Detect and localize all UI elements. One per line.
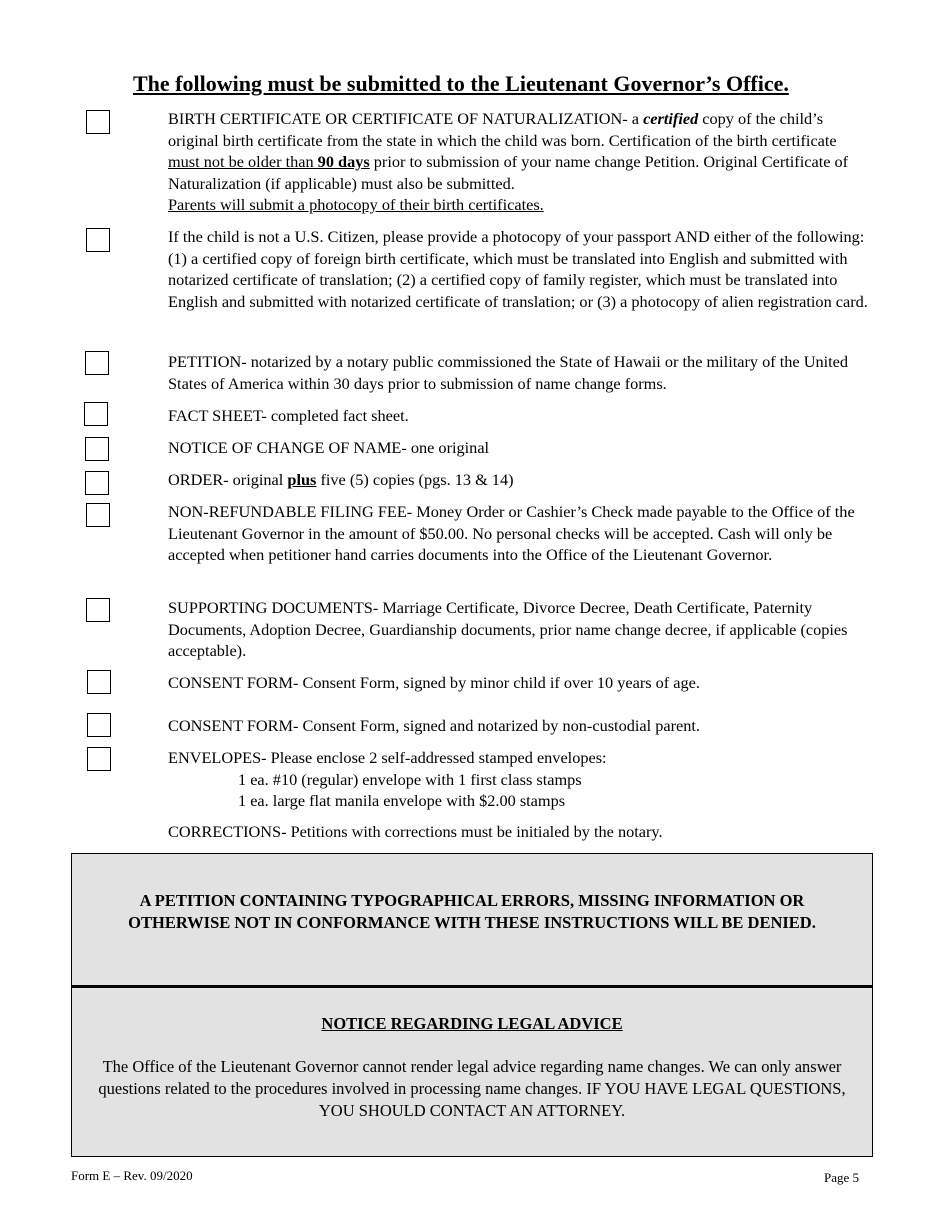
certified-emphasis: certified xyxy=(643,109,699,128)
item-filing-fee: NON-REFUNDABLE FILING FEE- Money Order or Cashier’s Check made payable to the Office of the Lieutenant Governor in the amount of $50.00. No personal checks will be accepted. Cash will only be accepted when petitioner hand carries documents into the Office of the Lieutenant Governor. xyxy=(168,502,855,564)
checkbox-supporting-documents[interactable] xyxy=(86,598,110,622)
checkbox-consent-parent[interactable] xyxy=(87,713,111,737)
days-emphasis: 90 days xyxy=(317,152,370,171)
item-envelopes: ENVELOPES- Please enclose 2 self-addressed stamped envelopes: 1 ea. #10 (regular) envelope with 1 first class stamps 1 ea. large flat manila envelope with $2.00 stamps xyxy=(168,747,868,812)
checkbox-consent-minor[interactable] xyxy=(87,670,111,694)
checkbox-filing-fee[interactable] xyxy=(86,503,110,527)
checkbox-envelopes[interactable] xyxy=(87,747,111,771)
checkbox-notice-of-change[interactable] xyxy=(85,437,109,461)
checkbox-non-citizen[interactable] xyxy=(86,228,110,252)
item-petition: PETITION- notarized by a notary public commissioned the State of Hawaii or the military of the United States of America within 30 days prior to submission of name change forms. xyxy=(168,352,849,393)
legal-advice-heading: NOTICE REGARDING LEGAL ADVICE xyxy=(321,1014,623,1033)
envelope-line-2: 1 ea. large flat manila envelope with $2.00 stamps xyxy=(238,791,566,810)
warning-text: A PETITION CONTAINING TYPOGRAPHICAL ERRORS, MISSING INFORMATION OR OTHERWISE NOT IN CONFORMANCE WITH THESE INSTRUCTIONS WILL BE DENIED. xyxy=(128,891,816,932)
checkbox-petition[interactable] xyxy=(85,351,109,375)
form-revision: Form E – Rev. 09/2020 xyxy=(71,1168,193,1183)
item-fact-sheet: FACT SHEET- completed fact sheet. xyxy=(168,406,409,425)
plus-emphasis: plus xyxy=(287,470,317,489)
checkbox-birth-certificate[interactable] xyxy=(86,110,110,134)
parents-note: Parents will submit a photocopy of their birth certificates. xyxy=(168,195,544,214)
item-notice-of-change: NOTICE OF CHANGE OF NAME- one original xyxy=(168,438,490,457)
item-non-citizen: If the child is not a U.S. Citizen, please provide a photocopy of your passport AND either of the following: (1) a certified copy of foreign birth certificate, which must be translated into English and submitted with notarized certificate of translation; (2) a certified copy of family register, which must be translated into English and submitted with notarized certificate of translation; or (3) a photocopy of alien registration card. xyxy=(168,227,868,311)
page-title: The following must be submitted to the Lieutenant Governor’s Office. xyxy=(133,71,789,96)
page-number: Page 5 xyxy=(824,1170,860,1185)
item-order: ORDER- original plus five (5) copies (pgs. 13 & 14) xyxy=(168,470,514,489)
legal-advice-box xyxy=(71,988,873,1157)
envelope-line-1: 1 ea. #10 (regular) envelope with 1 first class stamps xyxy=(238,769,582,789)
checkbox-order[interactable] xyxy=(85,471,109,495)
item-corrections: CORRECTIONS- Petitions with corrections must be initialed by the notary. xyxy=(168,822,663,841)
legal-advice-text: The Office of the Lieutenant Governor cannot render legal advice regarding name changes. We can only answer questions related to the procedures involved in processing name changes. IF YOU HAVE LEGAL QUESTIONS, YOU SHOULD CONTACT AN ATTORNEY. xyxy=(98,1057,846,1120)
item-birth-certificate: BIRTH CERTIFICATE OR CERTIFICATE OF NATURALIZATION- a certified copy of the child’s original birth certificate from the state in which the child was born. Certification of the birth certificate must not be older than 90 days prior to submission of your name change Petition. Original Certificate of Naturalization (if applicable) must also be submitted. Parents will submit a photocopy of their birth certificates. xyxy=(168,108,868,216)
item-consent-minor: CONSENT FORM- Consent Form, signed by minor child if over 10 years of age. xyxy=(168,673,700,692)
item-consent-parent: CONSENT FORM- Consent Form, signed and notarized by non-custodial parent. xyxy=(168,716,700,735)
checkbox-fact-sheet[interactable] xyxy=(84,402,108,426)
warning-box xyxy=(71,853,873,988)
item-supporting-documents: SUPPORTING DOCUMENTS- Marriage Certificate, Divorce Decree, Death Certificate, Paternity Documents, Adoption Decree, Guardianship documents, prior name change decree, if applicable (copies acceptable). xyxy=(168,598,848,660)
